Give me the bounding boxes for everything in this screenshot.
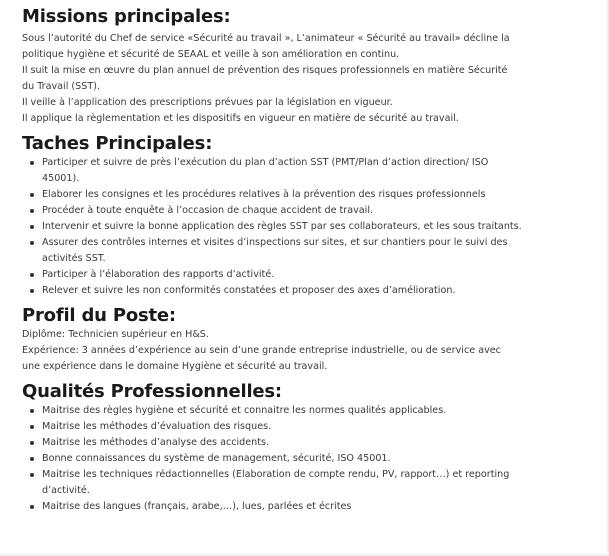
bullet-list — [22, 403, 522, 515]
list-item: Bonne connaissances du système de management, sécurité, ISO 45001. — [42, 451, 522, 467]
list-item: Assurer des contrôles internes et visites d’inspections sur sites, et sur chantiers pour le suivi des activités SST. — [42, 235, 522, 267]
section-profil — [22, 305, 522, 375]
section-title: Taches Principales: — [22, 133, 213, 154]
paragraph-line: Diplôme: Technicien supérieur en H&S. — [22, 329, 209, 340]
section-taches — [22, 133, 522, 299]
list-item: Procéder à toute enquête à l’occasion de chaque accident de travail. — [42, 203, 522, 219]
section-missions — [22, 6, 522, 127]
section-title: Missions principales: — [22, 6, 231, 27]
paragraph-line: Expérience: 3 années d’expérience au sein d’une grande entreprise industrielle, ou de service avec — [22, 345, 501, 356]
paragraph-line: une expérience dans le domaine Hygiène et sécurité au travail. — [22, 361, 328, 372]
section-body — [22, 31, 522, 127]
paragraph-line: Il veille à l’application des prescriptions prévues par la législation en vigueur. — [22, 97, 393, 108]
job-description — [22, 6, 522, 521]
list-item: Maitrise des règles hygiène et sécurité et connaitre les normes qualités applicables. — [42, 403, 522, 419]
paragraph-line: du Travail (SST). — [22, 81, 101, 92]
list-item: Maitrise les méthodes d’évaluation des risques. — [42, 419, 522, 435]
list-item: Maitrise les méthodes d’analyse des accidents. — [42, 435, 522, 451]
paragraph-line: Il suit la mise en œuvre du plan annuel de prévention des risques professionnels en matière Sécurité — [22, 65, 508, 76]
paragraph-line: politique hygiène et sécurité de SEAAL et veille à son amélioration en continu. — [22, 49, 400, 60]
list-item: Intervenir et suivre la bonne application des règles SST par ses collaborateurs, et les sous traitants. — [42, 219, 522, 235]
bullet-list — [22, 155, 522, 299]
section-body — [22, 327, 522, 375]
section-title: Qualités Professionnelles: — [22, 381, 282, 402]
list-item: Elaborer les consignes et les procédures relatives à la prévention des risques professionnels — [42, 187, 522, 203]
list-item: Maitrise des langues (français, arabe,…), lues, parlées et écrites — [42, 499, 522, 515]
bottom-edge — [0, 552, 609, 556]
list-item: Participer à l’élaboration des rapports d’activité. — [42, 267, 522, 283]
paragraph-line: Sous l’autorité du Chef de service «Sécurité au travail », L’animateur « Sécurité au travail» décline la — [22, 33, 510, 44]
section-qualites — [22, 381, 522, 515]
section-title: Profil du Poste: — [22, 305, 176, 326]
list-item: Maitrise les techniques rédactionnelles (Elaboration de compte rendu, PV, rapport…) et reporting d’activité. — [42, 467, 522, 499]
list-item: Participer et suivre de près l’exécution du plan d’action SST (PMT/Plan d’action direction/ ISO 45001). — [42, 155, 522, 187]
list-item: Relever et suivre les non conformités constatées et proposer des axes d’amélioration. — [42, 283, 522, 299]
paragraph-line: Il applique la règlementation et les dispositifs en vigueur en matière de sécurité au travail. — [22, 113, 459, 124]
